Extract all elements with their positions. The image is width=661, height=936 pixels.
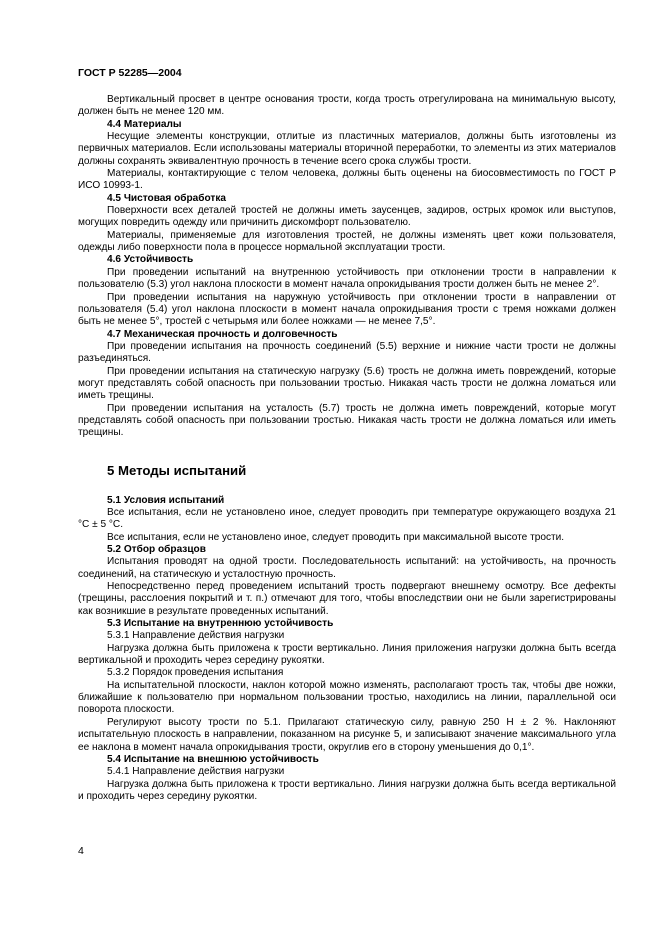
- paragraph: Регулируют высоту трости по 5.1. Прилагают статическую силу, равную 250 Н ± 2 %. Наклоняют испытательную плоскость в направлении, показанном на рисунке 5, и записывают значение максимального угла ее наклона в момент начала опрокидывания трости, округлив его в сторону уменьшения до 0,1°.: [78, 716, 616, 753]
- section-heading: 5 Методы испытаний: [107, 462, 247, 478]
- subsection-heading: 5.3 Испытание на внутреннюю устойчивость: [107, 618, 334, 630]
- paragraph: Нагрузка должна быть приложена к трости вертикально. Линия приложения нагрузки должна быть всегда вертикальной и проходить через середину рукоятки.: [78, 642, 616, 667]
- clause-heading: 5.3.2 Порядок проведения испытания: [107, 667, 284, 679]
- paragraph: При проведении испытания на усталость (5.7) трость не должна иметь повреждений, которые могут представлять собой опасность при пользовании тростью. Никакая часть трости не должна ломаться или иметь трещины.: [78, 402, 616, 439]
- paragraph: При проведении испытания на статическую нагрузку (5.6) трость не должна иметь повреждений, которые могут представлять собой опасность при пользовании тростью. Никакая часть трости не должна ломаться или иметь трещины.: [78, 365, 616, 402]
- paragraph: При проведении испытания на прочность соединений (5.5) верхние и нижние части трости не должны разъединяться.: [78, 340, 616, 365]
- paragraph: Материалы, контактирующие с телом человека, должны быть оценены на биосовместимость по ГОСТ Р ИСО 10993-1.: [78, 168, 616, 192]
- paragraph: Поверхности всех деталей тростей не должны иметь заусенцев, задиров, острых кромок или выступов, могущих повредить одежду или причинить дискомфорт пользователю.: [78, 205, 616, 229]
- paragraph: Нагрузка должна быть приложена к трости вертикально. Линия нагрузки должна быть всегда вертикальной и проходить через середину рукоятки.: [78, 778, 616, 802]
- paragraph: Все испытания, если не установлено иное, следует проводить при температуре окружающего воздуха 21 °С ± 5 °С.: [78, 506, 616, 531]
- subsection-heading: 4.4 Материалы: [107, 118, 182, 130]
- paragraph: Вертикальный просвет в центре основания трости, когда трость отрегулирована на минимальную высоту, должен быть не менее 120 мм.: [78, 94, 616, 118]
- paragraph: При проведении испытания на наружную устойчивость при отклонении трости в направлении от пользователя (5.4) угол наклона плоскости в момент начала опрокидывания трости с тремя ножками должен быть не менее 5°, тростей с четырьмя или более ножками — не менее 7,5°.: [78, 291, 616, 328]
- paragraph: Все испытания, если не установлено иное, следует проводить при максимальной высоте трости.: [107, 531, 565, 543]
- clause-heading: 5.4.1 Направление действия нагрузки: [107, 766, 285, 778]
- paragraph: Материалы, применяемые для изготовления тростей, не должны изменять цвет кожи пользователя, одежды либо поверхности пола в процессе нормальной эксплуатации трости.: [78, 229, 616, 254]
- subsection-heading: 4.5 Чистовая обработка: [107, 192, 227, 204]
- page-number: 4: [78, 845, 84, 857]
- subsection-heading: 5.4 Испытание на внешнюю устойчивость: [107, 753, 319, 765]
- subsection-heading: 5.1 Условия испытаний: [107, 494, 225, 506]
- subsection-heading: 4.7 Механическая прочность и долговечность: [107, 328, 338, 340]
- document-body: [78, 94, 616, 803]
- clause-heading: 5.3.1 Направление действия нагрузки: [107, 630, 285, 642]
- subsection-heading: 4.6 Устойчивость: [107, 254, 194, 266]
- paragraph: При проведении испытаний на внутреннюю устойчивость при отклонении трости в направлении к пользователю (5.3) угол наклона плоскости в момент начала опрокидывания трости должен быть не менее 2°.: [78, 266, 616, 291]
- subsection-heading: 5.2 Отбор образцов: [107, 544, 206, 555]
- paragraph: Испытания проводят на одной трости. Последовательность испытаний: на устойчивость, на прочность соединений, на статическую и усталостную прочность.: [78, 556, 616, 580]
- standard-header: ГОСТ Р 52285—2004: [78, 67, 182, 79]
- paragraph: На испытательной плоскости, наклон которой можно изменять, располагают трость так, чтобы две ножки, ближайшие к пользователю при нормальном пользовании тростью, находились на линии, параллельной оси поворота плоскости.: [78, 679, 616, 716]
- paragraph: Непосредственно перед проведением испытаний трость подвергают внешнему осмотру. Все дефекты (трещины, расслоения покрытий и т. п.) отмечают для того, чтобы впоследствии они не были зарегистрированы как возникшие в результате проведенных испытаний.: [78, 581, 616, 617]
- paragraph: Несущие элементы конструкции, отлитые из пластичных материалов, должны быть изготовлены из первичных материалов. Если использованы материалы вторичной переработки, то элементы из этих материалов должны сохранять эквивалентную прочность в течение всего срока службы трости.: [78, 131, 616, 167]
